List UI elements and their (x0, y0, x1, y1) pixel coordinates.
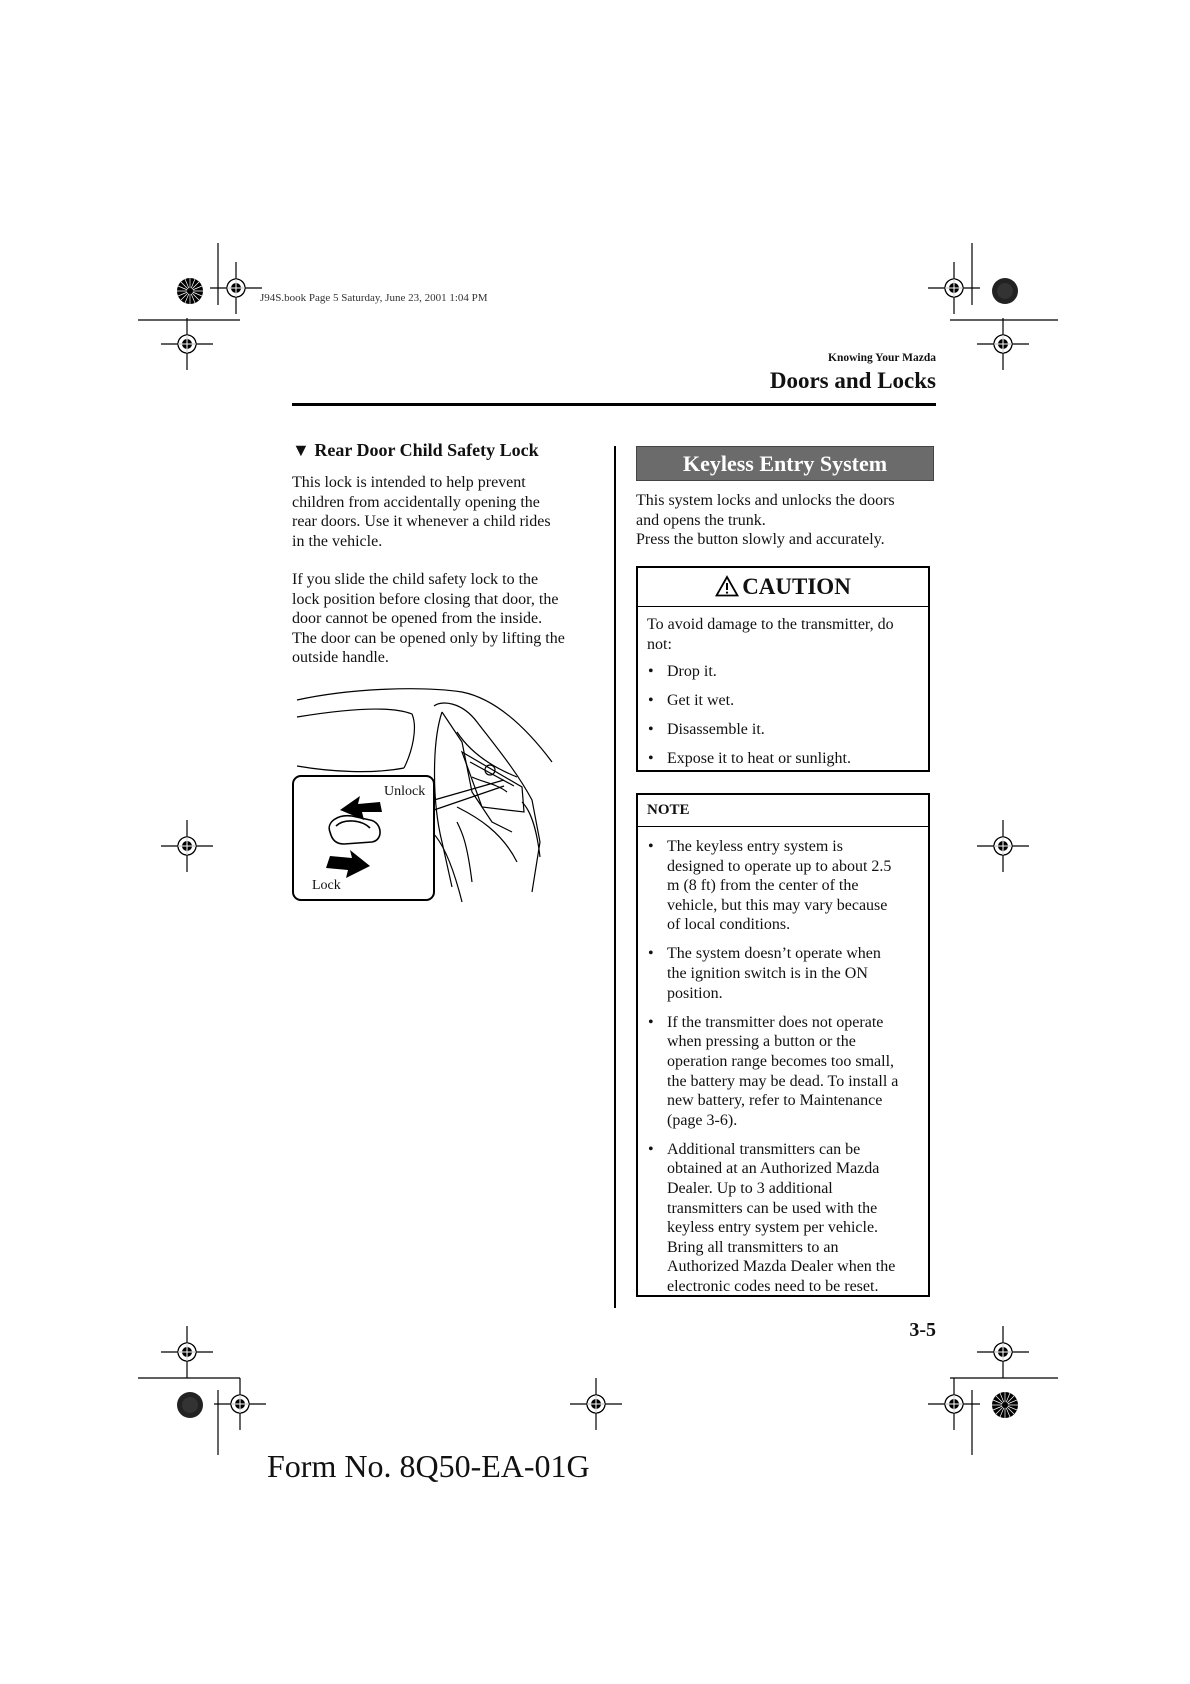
note-body (638, 827, 928, 1297)
page-number: 3-5 (909, 1319, 936, 1341)
caution-body: To avoid damage to the transmitter, do not: • Drop it. • Get it wet. • Disassemble it. • Expose it to heat or sunlight. (638, 607, 928, 768)
caution-list (647, 662, 919, 768)
caution-item: • Expose it to heat or sunlight. (647, 749, 919, 769)
section-title: Doors and Locks (769, 368, 936, 393)
note-item: • If the transmitter does not operate when pressing a button or the operation range becomes too small, the battery may be dead. To install a new battery, refer to Maintenance (page 3-6). (647, 1013, 919, 1131)
caution-box (636, 566, 930, 772)
note-item: • Additional transmitters can be obtained at an Authorized Mazda Dealer. Up to 3 additional transmitters can be used with the keyless entry system per vehicle. Bring all transmitters to an Authorized Mazda Dealer when the electronic codes need to be reset. (647, 1140, 919, 1297)
note-box (636, 793, 930, 1297)
note-list (647, 837, 919, 1297)
warning-triangle-icon (715, 575, 739, 597)
note-item: • The keyless entry system is designed to operate up to about 2.5 m (8 ft) from the center of the vehicle, but this may vary because of local conditions. (647, 837, 919, 935)
child-lock-paragraph-2: If you slide the child safety lock to the lock position before closing that door, the door cannot be opened from the inside. The door can be opened only by lifting the outside handle. (292, 571, 565, 667)
caution-header (638, 568, 928, 607)
form-number: Form No. 8Q50-EA-01G (267, 1448, 590, 1484)
keyless-entry-banner: Keyless Entry System (636, 446, 934, 481)
caution-item: • Drop it. (647, 662, 919, 682)
triangle-marker-icon: ▼ (292, 440, 310, 460)
child-lock-paragraph-1: This lock is intended to help prevent children from accidentally opening the rear doors. Use it whenever a child rides in the vehicle. (292, 474, 551, 550)
child-lock-heading-text: Rear Door Child Safety Lock (314, 440, 539, 460)
print-info: J94S.book Page 5 Saturday, June 23, 2001 1:04 PM (260, 292, 488, 304)
column-divider (614, 446, 616, 1308)
section-kicker: Knowing Your Mazda (828, 352, 936, 364)
unlock-label: Unlock (384, 784, 426, 799)
lock-label: Lock (312, 878, 341, 893)
child-lock-heading (292, 440, 539, 461)
keyless-entry-intro: This system locks and unlocks the doors and opens the trunk. Press the button slowly and accurately. (636, 492, 895, 549)
note-title: NOTE (638, 795, 928, 827)
note-item: • The system doesn’t operate when the ignition switch is in the ON position. (647, 944, 919, 1003)
caution-item: • Get it wet. (647, 691, 919, 711)
car-door-drawing (292, 682, 592, 904)
title-rule (292, 403, 936, 406)
caution-item: • Disassemble it. (647, 720, 919, 740)
caution-title: CAUTION (742, 574, 851, 599)
child-lock-illustration (292, 682, 592, 904)
